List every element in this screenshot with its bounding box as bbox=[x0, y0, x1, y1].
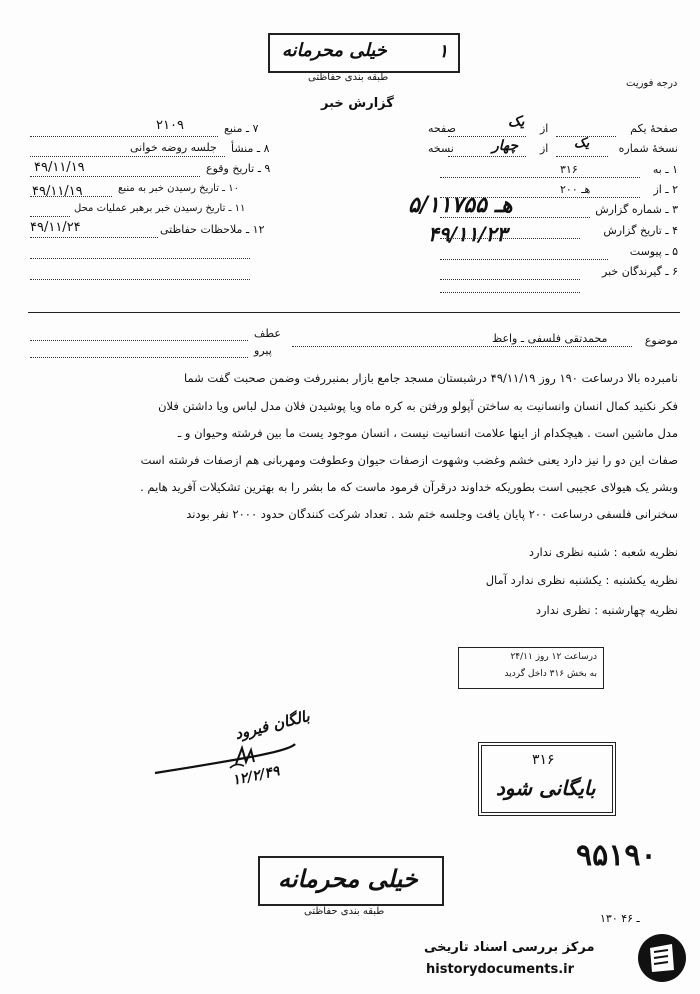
field-recipients-label: ۶ ـ گیرندگان خبر bbox=[602, 265, 678, 278]
priority-label: درجه فوریت bbox=[626, 78, 678, 89]
field-to-label: ۱ ـ به bbox=[652, 163, 678, 176]
field-copy-of-value: چهار bbox=[492, 138, 519, 154]
top-stamp-text: خیلی محرمانه bbox=[282, 40, 387, 61]
field-security-notes-label: ۱۲ ـ ملاحظات حفاظتی bbox=[160, 223, 265, 236]
peyro-label: پیرو bbox=[254, 344, 272, 357]
handwritten-number: ۹۵۱۹۰ bbox=[576, 838, 657, 873]
field-copy: نسخهٔ شماره bbox=[618, 142, 678, 155]
field-from-label: ۲ ـ از bbox=[653, 183, 678, 196]
field-attachment-label: ۵ ـ پیوست bbox=[629, 245, 678, 258]
field-source-received-label: ۱۰ ـ تاریخ رسیدن خبر به منبع bbox=[118, 183, 240, 194]
bottom-stamp-text: خیلی محرمانه bbox=[278, 864, 418, 893]
field-security-notes-value: ۴۹/۱۱/۲۴ bbox=[30, 220, 81, 235]
field-ops-received-value: ۴۹/۱۱/۱۹ bbox=[32, 184, 83, 199]
body-line: نظریه شعبه : شنبه نظری ندارد bbox=[528, 545, 678, 559]
field-report-date-label: ۴ ـ تاریخ گزارش bbox=[603, 224, 678, 237]
subject-label: موضوع bbox=[644, 334, 678, 347]
watermark-logo-icon bbox=[636, 932, 688, 984]
report-title: گزارش خبر bbox=[321, 96, 394, 111]
body-line: نامبرده بالا درساعت ۱۹۰ روز ۴۹/۱۱/۱۹ درشبستان مسجد جامع بازار بمنبررفت وضمن صحبت گفت شما bbox=[183, 371, 678, 385]
field-source-label: ۷ ـ منبع bbox=[224, 122, 259, 135]
field-page-of-value: یک bbox=[508, 114, 525, 130]
field-ops-received-label: ۱۱ ـ تاریخ رسیدن خبر برهبر عملیات محل bbox=[74, 203, 246, 214]
field-occurrence-date-value: ۴۹/۱۱/۱۹ bbox=[34, 160, 85, 175]
bottom-stamp-sub: طبقه بندی حفاظتی bbox=[304, 906, 385, 917]
classification-sub-label: طبقه بندی حفاظتی bbox=[308, 72, 389, 83]
field-page: صفحهٔ یکم bbox=[630, 122, 678, 135]
bottom-classification-stamp bbox=[258, 856, 444, 906]
body-line: نظریه یکشنبه : یکشنبه نظری ندارد آمال bbox=[485, 573, 678, 587]
archive-stamp-number: ۳۱۶ bbox=[532, 752, 555, 768]
field-copy-end: نسخه bbox=[428, 142, 454, 155]
receipt-stamp-line1: درساعت ۱۲ روز ۲۴/۱۱ bbox=[510, 652, 597, 662]
field-page-end: صفحه bbox=[428, 122, 456, 135]
subject-value: محمدتقی فلسفی ـ واعظ bbox=[492, 332, 608, 345]
field-to-value: ۳۱۶ bbox=[560, 163, 578, 176]
top-classification-stamp bbox=[268, 33, 460, 73]
body-line: سخنرانی فلسفی درساعت ۲۰۰ پایان یافت وجلسه ختم شد . تعداد شرکت کنندگان حدود ۲۰۰۰ نفر بودند bbox=[186, 507, 678, 521]
body-line: نظریه چهارشنبه : نظری ندارد bbox=[535, 603, 678, 617]
signature-name: بالگان فیرود bbox=[232, 707, 312, 743]
field-page-of-label: از bbox=[540, 122, 549, 135]
watermark-url: historydocuments.ir bbox=[426, 962, 575, 977]
body-line: مدل ماشین است . هیچکدام از اینها علامت انسانیت نیست ، انسان موجود یست ما بین فرشته وحیوان و ـ bbox=[177, 426, 678, 440]
body-line: صفات این دو را نیز دارد یعنی خشم وغضب وشهوت ازصفات حیوان وعطوفت ومهربانی هم ازصفات فرشته است bbox=[140, 453, 678, 467]
archive-stamp-text: بایگانی شود bbox=[496, 776, 596, 800]
field-report-number-label: ۳ ـ شماره گزارش bbox=[595, 203, 678, 216]
field-copy-of-label: از bbox=[540, 142, 549, 155]
field-origin-value: جلسه روضه خوانی bbox=[130, 141, 217, 154]
body-line: فکر نکنید کمال انسان وانسانیت به ساختن آپولو ورفتن به کره ماه ویا پوشیدن فلان مدل لباس ویا داشتن فلان bbox=[158, 399, 678, 413]
field-report-date-value: ۴۹/۱۱/۲۳ bbox=[428, 222, 508, 246]
field-report-number-value: ۵/۱۱۷۵۵ هـ bbox=[408, 192, 513, 218]
form-code: ۱۳۰ ـ ۴۶ bbox=[600, 912, 640, 925]
field-source-value: ۲۱۰۹ bbox=[156, 118, 184, 133]
watermark-org: مرکز بررسی اسناد تاریخی bbox=[424, 940, 595, 955]
top-stamp-prefix: ۱ bbox=[438, 41, 448, 62]
field-from-value: ۲۰۰ هـ bbox=[560, 183, 591, 196]
receipt-stamp-line2: به بخش ۳۱۶ داخل گردید bbox=[504, 669, 597, 679]
field-copy-value: یک bbox=[574, 136, 590, 151]
signature-date: ۱۲/۲/۴۹ bbox=[230, 763, 281, 789]
archive-stamp bbox=[478, 742, 616, 816]
field-origin-label: ۸ ـ منشأ bbox=[231, 142, 270, 155]
atf-label: عطف bbox=[254, 327, 281, 340]
field-occurrence-date-label: ۹ ـ تاریخ وقوع bbox=[206, 162, 271, 175]
body-line: وبشر یک هیولای عجیبی است بطوریکه خداوند درقرآن فرمود ماست که ما بشر را به بهترین تشکیلات آفرید هایم . bbox=[140, 480, 678, 494]
receipt-stamp bbox=[458, 647, 604, 689]
